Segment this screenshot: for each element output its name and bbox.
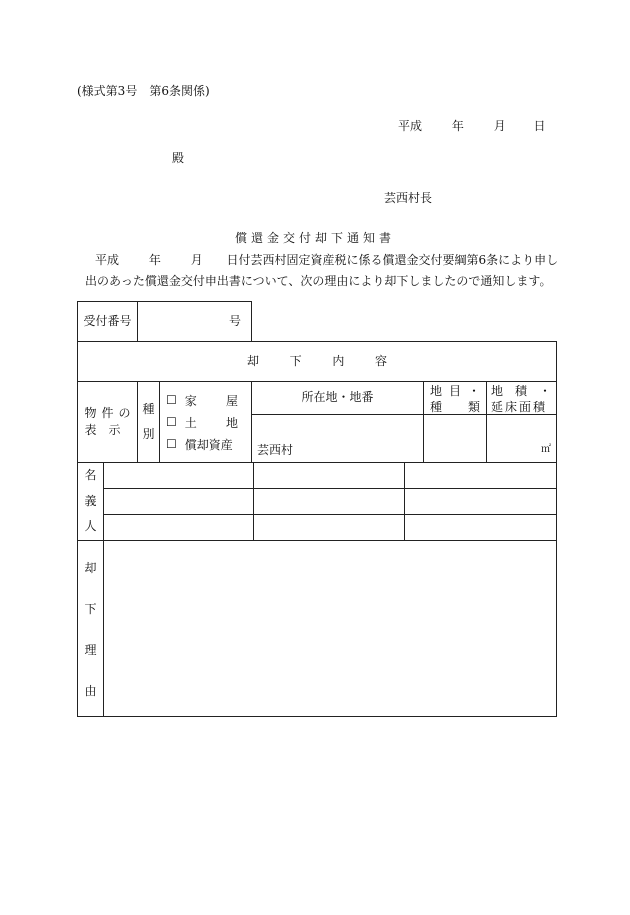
type-option-depreciable-assets[interactable]: ☐ 償却資産 [166, 437, 233, 452]
area-unit: ㎡ [541, 444, 551, 455]
type-options [166, 389, 246, 455]
owner-grid[interactable] [104, 463, 556, 540]
location-value[interactable]: 芸西村 [257, 443, 294, 457]
rejection-reason-field[interactable] [104, 541, 556, 716]
checkbox-depreciable-assets[interactable]: ☐ [166, 437, 177, 451]
receipt-number-field[interactable] [138, 302, 251, 341]
receipt-number-label: 受付番号 [83, 313, 132, 328]
type-option-house[interactable]: ☐ 家 屋 [166, 393, 238, 408]
owner-label: 名 義 人 [84, 468, 97, 534]
location-header: 所在地・地番 [301, 390, 374, 405]
land-category-field[interactable] [424, 415, 486, 462]
document-title: 償還金交付却下通知書 [234, 231, 395, 245]
type-option-land[interactable]: ☐ 土 地 [166, 415, 238, 430]
issuer: 芸西村長 [384, 191, 433, 205]
area-header: 地 積 ・ 延床面積 [491, 384, 551, 414]
form-number: (様式第3号 第6条関係) [77, 84, 210, 98]
property-display-label: 物 件 の 表 示 [84, 405, 131, 437]
checkbox-house[interactable]: ☐ [166, 393, 177, 407]
issue-date: 平成 年 月 日 [398, 119, 546, 133]
rejection-details-header: 却 下 内 容 [247, 353, 387, 368]
body-text-line1: 平成 年 月 日付芸西村固定資産税に係る償還金交付要綱第6条により申し [95, 253, 559, 267]
body-text-line2: 出のあった償還金交付申出書について、次の理由により却下しましたので通知します。 [85, 274, 552, 288]
checkbox-land[interactable]: ☐ [166, 415, 177, 429]
addressee: 殿 [172, 151, 185, 165]
land-category-header: 地 目 ・ 種 類 [430, 384, 480, 414]
area-field[interactable] [487, 415, 556, 462]
rejection-reason-label: 却 下 理 由 [84, 561, 97, 698]
type-label: 種 別 [142, 401, 155, 441]
receipt-number-suffix: 号 [228, 313, 241, 328]
